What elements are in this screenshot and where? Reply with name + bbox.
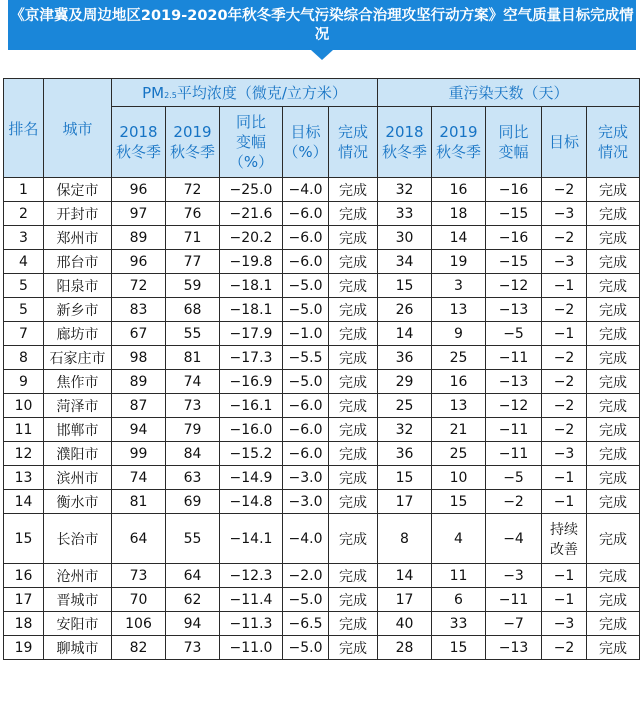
cell-rank: 3 bbox=[4, 226, 44, 250]
cell-pm-target: −6.0 bbox=[283, 394, 329, 418]
table-row bbox=[4, 490, 640, 514]
cell-pm-change: −14.1 bbox=[220, 514, 283, 564]
cell-pm-2018: 82 bbox=[112, 636, 166, 660]
table-row bbox=[4, 564, 640, 588]
cell-pm-change: −17.3 bbox=[220, 346, 283, 370]
cell-pm-change: −16.1 bbox=[220, 394, 283, 418]
cell-city: 长治市 bbox=[44, 514, 112, 564]
cell-heavy-target: −3 bbox=[542, 202, 587, 226]
cell-pm-status: 完成 bbox=[329, 466, 378, 490]
cell-city: 邯郸市 bbox=[44, 418, 112, 442]
cell-pm-2018: 99 bbox=[112, 442, 166, 466]
cell-heavy-2019: 10 bbox=[432, 466, 486, 490]
cell-heavy-target: −1 bbox=[542, 274, 587, 298]
cell-rank: 11 bbox=[4, 418, 44, 442]
cell-heavy-target: −3 bbox=[542, 612, 587, 636]
cell-pm-2019: 79 bbox=[166, 418, 220, 442]
cell-heavy-target: −1 bbox=[542, 466, 587, 490]
cell-heavy-2018: 14 bbox=[378, 564, 432, 588]
header-pm-2018: 2018 秋冬季 bbox=[112, 107, 166, 178]
cell-pm-2018: 70 bbox=[112, 588, 166, 612]
cell-heavy-change: −16 bbox=[486, 226, 542, 250]
cell-city: 菏泽市 bbox=[44, 394, 112, 418]
cell-city: 保定市 bbox=[44, 178, 112, 202]
cell-pm-status: 完成 bbox=[329, 588, 378, 612]
cell-pm-status: 完成 bbox=[329, 298, 378, 322]
cell-heavy-change: −4 bbox=[486, 514, 542, 564]
table-row bbox=[4, 418, 640, 442]
cell-heavy-2019: 25 bbox=[432, 442, 486, 466]
header-pm-change: 同比 变幅 （%） bbox=[220, 107, 283, 178]
cell-pm-status: 完成 bbox=[329, 346, 378, 370]
cell-heavy-target: 持续 改善 bbox=[542, 514, 587, 564]
cell-city: 衡水市 bbox=[44, 490, 112, 514]
cell-heavy-target: −2 bbox=[542, 298, 587, 322]
cell-heavy-change: −7 bbox=[486, 612, 542, 636]
cell-city: 郑州市 bbox=[44, 226, 112, 250]
header-pm-2019: 2019 秋冬季 bbox=[166, 107, 220, 178]
cell-heavy-2019: 15 bbox=[432, 490, 486, 514]
cell-pm-target: −4.0 bbox=[283, 178, 329, 202]
cell-heavy-2019: 11 bbox=[432, 564, 486, 588]
cell-heavy-status: 完成 bbox=[587, 588, 640, 612]
cell-pm-2019: 72 bbox=[166, 178, 220, 202]
table-row bbox=[4, 178, 640, 202]
cell-heavy-target: −2 bbox=[542, 346, 587, 370]
cell-pm-change: −25.0 bbox=[220, 178, 283, 202]
cell-pm-2018: 73 bbox=[112, 564, 166, 588]
cell-pm-2018: 64 bbox=[112, 514, 166, 564]
cell-city: 滨州市 bbox=[44, 466, 112, 490]
cell-city: 沧州市 bbox=[44, 564, 112, 588]
cell-city: 开封市 bbox=[44, 202, 112, 226]
table-row bbox=[4, 346, 640, 370]
cell-heavy-2019: 4 bbox=[432, 514, 486, 564]
cell-heavy-status: 完成 bbox=[587, 274, 640, 298]
cell-heavy-change: −11 bbox=[486, 418, 542, 442]
cell-heavy-2018: 32 bbox=[378, 178, 432, 202]
header-pm25-prefix: PM bbox=[142, 84, 165, 102]
cell-rank: 1 bbox=[4, 178, 44, 202]
title-arrow-decoration bbox=[311, 50, 333, 60]
cell-pm-target: −6.0 bbox=[283, 226, 329, 250]
cell-pm-change: −14.8 bbox=[220, 490, 283, 514]
cell-rank: 12 bbox=[4, 442, 44, 466]
cell-pm-target: −2.0 bbox=[283, 564, 329, 588]
cell-heavy-2019: 33 bbox=[432, 612, 486, 636]
cell-pm-status: 完成 bbox=[329, 226, 378, 250]
cell-heavy-change: −11 bbox=[486, 442, 542, 466]
cell-pm-2019: 77 bbox=[166, 250, 220, 274]
cell-pm-2019: 73 bbox=[166, 394, 220, 418]
cell-heavy-status: 完成 bbox=[587, 466, 640, 490]
cell-heavy-2019: 9 bbox=[432, 322, 486, 346]
cell-pm-status: 完成 bbox=[329, 322, 378, 346]
cell-heavy-target: −2 bbox=[542, 394, 587, 418]
cell-heavy-2018: 29 bbox=[378, 370, 432, 394]
cell-heavy-target: −2 bbox=[542, 418, 587, 442]
cell-rank: 16 bbox=[4, 564, 44, 588]
cell-rank: 7 bbox=[4, 322, 44, 346]
cell-pm-change: −19.8 bbox=[220, 250, 283, 274]
cell-pm-status: 完成 bbox=[329, 612, 378, 636]
cell-pm-change: −11.0 bbox=[220, 636, 283, 660]
cell-heavy-change: −15 bbox=[486, 202, 542, 226]
cell-pm-2018: 83 bbox=[112, 298, 166, 322]
cell-heavy-change: −3 bbox=[486, 564, 542, 588]
cell-heavy-target: −2 bbox=[542, 370, 587, 394]
cell-heavy-status: 完成 bbox=[587, 636, 640, 660]
cell-pm-status: 完成 bbox=[329, 514, 378, 564]
table-row bbox=[4, 298, 640, 322]
table-row bbox=[4, 588, 640, 612]
cell-heavy-change: −15 bbox=[486, 250, 542, 274]
cell-rank: 5 bbox=[4, 274, 44, 298]
cell-rank: 4 bbox=[4, 250, 44, 274]
cell-pm-status: 完成 bbox=[329, 370, 378, 394]
table-row bbox=[4, 442, 640, 466]
cell-heavy-status: 完成 bbox=[587, 564, 640, 588]
cell-pm-change: −18.1 bbox=[220, 274, 283, 298]
table-row bbox=[4, 322, 640, 346]
table-row bbox=[4, 514, 640, 564]
cell-pm-2019: 71 bbox=[166, 226, 220, 250]
table-body bbox=[4, 178, 640, 660]
cell-heavy-change: −13 bbox=[486, 298, 542, 322]
cell-rank: 17 bbox=[4, 588, 44, 612]
cell-pm-status: 完成 bbox=[329, 178, 378, 202]
cell-pm-2018: 87 bbox=[112, 394, 166, 418]
cell-pm-change: −21.6 bbox=[220, 202, 283, 226]
cell-pm-status: 完成 bbox=[329, 442, 378, 466]
cell-pm-2019: 55 bbox=[166, 322, 220, 346]
cell-heavy-target: −3 bbox=[542, 442, 587, 466]
cell-pm-change: −12.3 bbox=[220, 564, 283, 588]
cell-heavy-2018: 17 bbox=[378, 490, 432, 514]
cell-heavy-change: −12 bbox=[486, 394, 542, 418]
cell-pm-2019: 62 bbox=[166, 588, 220, 612]
cell-pm-2018: 106 bbox=[112, 612, 166, 636]
cell-pm-change: −16.9 bbox=[220, 370, 283, 394]
header-row-group bbox=[4, 79, 640, 107]
cell-heavy-2018: 33 bbox=[378, 202, 432, 226]
cell-pm-2019: 69 bbox=[166, 490, 220, 514]
header-pm-status: 完成 情况 bbox=[329, 107, 378, 178]
table-row bbox=[4, 250, 640, 274]
cell-pm-target: −1.0 bbox=[283, 322, 329, 346]
cell-heavy-change: −5 bbox=[486, 466, 542, 490]
cell-rank: 5 bbox=[4, 298, 44, 322]
cell-pm-target: −3.0 bbox=[283, 466, 329, 490]
cell-pm-change: −11.4 bbox=[220, 588, 283, 612]
cell-heavy-2019: 15 bbox=[432, 636, 486, 660]
cell-city: 新乡市 bbox=[44, 298, 112, 322]
cell-pm-2018: 67 bbox=[112, 322, 166, 346]
cell-heavy-target: −1 bbox=[542, 490, 587, 514]
cell-heavy-2019: 14 bbox=[432, 226, 486, 250]
cell-pm-status: 完成 bbox=[329, 636, 378, 660]
cell-rank: 8 bbox=[4, 346, 44, 370]
header-pm25-group bbox=[112, 79, 378, 107]
header-heavy-change: 同比 变幅 bbox=[486, 107, 542, 178]
cell-heavy-change: −11 bbox=[486, 346, 542, 370]
header-pm25-subscript: 2.5 bbox=[164, 91, 177, 100]
cell-heavy-2018: 15 bbox=[378, 466, 432, 490]
cell-rank: 19 bbox=[4, 636, 44, 660]
cell-heavy-status: 完成 bbox=[587, 394, 640, 418]
cell-pm-change: −20.2 bbox=[220, 226, 283, 250]
cell-heavy-2018: 8 bbox=[378, 514, 432, 564]
cell-heavy-status: 完成 bbox=[587, 250, 640, 274]
cell-pm-2019: 74 bbox=[166, 370, 220, 394]
cell-city: 晋城市 bbox=[44, 588, 112, 612]
cell-heavy-status: 完成 bbox=[587, 178, 640, 202]
header-heavy-status: 完成 情况 bbox=[587, 107, 640, 178]
cell-heavy-target: −2 bbox=[542, 636, 587, 660]
cell-pm-status: 完成 bbox=[329, 490, 378, 514]
header-rank: 排名 bbox=[4, 79, 44, 178]
cell-rank: 9 bbox=[4, 370, 44, 394]
cell-pm-2019: 81 bbox=[166, 346, 220, 370]
cell-pm-target: −5.0 bbox=[283, 298, 329, 322]
cell-heavy-2019: 6 bbox=[432, 588, 486, 612]
cell-heavy-2019: 21 bbox=[432, 418, 486, 442]
cell-rank: 18 bbox=[4, 612, 44, 636]
cell-city: 石家庄市 bbox=[44, 346, 112, 370]
cell-rank: 15 bbox=[4, 514, 44, 564]
cell-city: 濮阳市 bbox=[44, 442, 112, 466]
cell-pm-change: −15.2 bbox=[220, 442, 283, 466]
cell-pm-2018: 89 bbox=[112, 370, 166, 394]
cell-pm-status: 完成 bbox=[329, 274, 378, 298]
cell-pm-2019: 76 bbox=[166, 202, 220, 226]
cell-rank: 13 bbox=[4, 466, 44, 490]
cell-pm-change: −14.9 bbox=[220, 466, 283, 490]
cell-heavy-change: −11 bbox=[486, 588, 542, 612]
cell-heavy-status: 完成 bbox=[587, 418, 640, 442]
cell-heavy-target: −1 bbox=[542, 588, 587, 612]
cell-city: 聊城市 bbox=[44, 636, 112, 660]
cell-heavy-status: 完成 bbox=[587, 226, 640, 250]
cell-pm-2019: 63 bbox=[166, 466, 220, 490]
cell-heavy-2018: 36 bbox=[378, 346, 432, 370]
cell-heavy-2018: 40 bbox=[378, 612, 432, 636]
table-row bbox=[4, 636, 640, 660]
cell-pm-target: −6.0 bbox=[283, 250, 329, 274]
cell-pm-target: −6.5 bbox=[283, 612, 329, 636]
cell-heavy-status: 完成 bbox=[587, 202, 640, 226]
cell-city: 阳泉市 bbox=[44, 274, 112, 298]
table-row bbox=[4, 226, 640, 250]
cell-pm-2018: 98 bbox=[112, 346, 166, 370]
cell-pm-target: −4.0 bbox=[283, 514, 329, 564]
page-title: 《京津冀及周边地区2019-2020年秋冬季大气污染综合治理攻坚行动方案》空气质量目标完成情况 bbox=[8, 0, 636, 50]
header-pm25-suffix: 平均浓度（微克/立方米） bbox=[176, 84, 347, 102]
cell-pm-2019: 59 bbox=[166, 274, 220, 298]
cell-heavy-2018: 36 bbox=[378, 442, 432, 466]
cell-heavy-target: −2 bbox=[542, 226, 587, 250]
cell-pm-change: −18.1 bbox=[220, 298, 283, 322]
cell-pm-change: −11.3 bbox=[220, 612, 283, 636]
cell-heavy-2019: 13 bbox=[432, 298, 486, 322]
cell-heavy-2018: 34 bbox=[378, 250, 432, 274]
table-row bbox=[4, 274, 640, 298]
cell-heavy-target: −3 bbox=[542, 250, 587, 274]
cell-heavy-2019: 13 bbox=[432, 394, 486, 418]
cell-pm-2019: 55 bbox=[166, 514, 220, 564]
cell-heavy-2018: 32 bbox=[378, 418, 432, 442]
cell-heavy-2019: 18 bbox=[432, 202, 486, 226]
cell-pm-2019: 94 bbox=[166, 612, 220, 636]
cell-pm-target: −5.5 bbox=[283, 346, 329, 370]
cell-heavy-status: 完成 bbox=[587, 370, 640, 394]
air-quality-table bbox=[3, 78, 640, 660]
header-heavy-pollution-group: 重污染天数（天） bbox=[378, 79, 640, 107]
cell-heavy-2019: 3 bbox=[432, 274, 486, 298]
cell-heavy-target: −1 bbox=[542, 564, 587, 588]
cell-heavy-status: 完成 bbox=[587, 442, 640, 466]
cell-pm-target: −3.0 bbox=[283, 490, 329, 514]
cell-heavy-change: −16 bbox=[486, 178, 542, 202]
cell-pm-2019: 68 bbox=[166, 298, 220, 322]
cell-pm-status: 完成 bbox=[329, 564, 378, 588]
cell-pm-change: −17.9 bbox=[220, 322, 283, 346]
cell-pm-2018: 74 bbox=[112, 466, 166, 490]
header-heavy-2018: 2018 秋冬季 bbox=[378, 107, 432, 178]
cell-pm-2018: 72 bbox=[112, 274, 166, 298]
cell-heavy-change: −12 bbox=[486, 274, 542, 298]
cell-heavy-2019: 16 bbox=[432, 370, 486, 394]
cell-pm-2019: 73 bbox=[166, 636, 220, 660]
cell-heavy-status: 完成 bbox=[587, 490, 640, 514]
cell-pm-2018: 96 bbox=[112, 250, 166, 274]
cell-pm-target: −6.0 bbox=[283, 442, 329, 466]
cell-heavy-2018: 30 bbox=[378, 226, 432, 250]
cell-pm-target: −6.0 bbox=[283, 202, 329, 226]
cell-city: 安阳市 bbox=[44, 612, 112, 636]
cell-rank: 10 bbox=[4, 394, 44, 418]
cell-pm-target: −5.0 bbox=[283, 274, 329, 298]
cell-pm-2019: 64 bbox=[166, 564, 220, 588]
cell-heavy-2018: 28 bbox=[378, 636, 432, 660]
cell-heavy-change: −13 bbox=[486, 370, 542, 394]
cell-pm-2018: 97 bbox=[112, 202, 166, 226]
cell-heavy-2019: 19 bbox=[432, 250, 486, 274]
cell-city: 廊坊市 bbox=[44, 322, 112, 346]
cell-pm-status: 完成 bbox=[329, 418, 378, 442]
table-row bbox=[4, 612, 640, 636]
cell-pm-change: −16.0 bbox=[220, 418, 283, 442]
cell-heavy-2018: 25 bbox=[378, 394, 432, 418]
header-heavy-2019: 2019 秋冬季 bbox=[432, 107, 486, 178]
table-row bbox=[4, 466, 640, 490]
cell-rank: 14 bbox=[4, 490, 44, 514]
cell-pm-target: −5.0 bbox=[283, 636, 329, 660]
cell-city: 焦作市 bbox=[44, 370, 112, 394]
cell-rank: 2 bbox=[4, 202, 44, 226]
header-heavy-target: 目标 bbox=[542, 107, 587, 178]
cell-heavy-target: −1 bbox=[542, 322, 587, 346]
cell-city: 邢台市 bbox=[44, 250, 112, 274]
cell-heavy-status: 完成 bbox=[587, 514, 640, 564]
cell-heavy-2019: 25 bbox=[432, 346, 486, 370]
header-city: 城市 bbox=[44, 79, 112, 178]
cell-heavy-change: −13 bbox=[486, 636, 542, 660]
cell-heavy-2018: 15 bbox=[378, 274, 432, 298]
cell-pm-2018: 81 bbox=[112, 490, 166, 514]
header-pm-target: 目标 （%） bbox=[283, 107, 329, 178]
table-row bbox=[4, 202, 640, 226]
cell-heavy-2018: 26 bbox=[378, 298, 432, 322]
cell-pm-2019: 84 bbox=[166, 442, 220, 466]
cell-pm-2018: 96 bbox=[112, 178, 166, 202]
cell-pm-status: 完成 bbox=[329, 250, 378, 274]
cell-pm-status: 完成 bbox=[329, 394, 378, 418]
cell-heavy-2018: 14 bbox=[378, 322, 432, 346]
cell-heavy-status: 完成 bbox=[587, 322, 640, 346]
cell-heavy-status: 完成 bbox=[587, 298, 640, 322]
cell-heavy-change: −5 bbox=[486, 322, 542, 346]
cell-pm-target: −5.0 bbox=[283, 588, 329, 612]
cell-heavy-2019: 16 bbox=[432, 178, 486, 202]
cell-pm-2018: 89 bbox=[112, 226, 166, 250]
cell-heavy-status: 完成 bbox=[587, 612, 640, 636]
cell-heavy-change: −2 bbox=[486, 490, 542, 514]
cell-heavy-status: 完成 bbox=[587, 346, 640, 370]
table-row bbox=[4, 370, 640, 394]
cell-heavy-target: −2 bbox=[542, 178, 587, 202]
cell-pm-status: 完成 bbox=[329, 202, 378, 226]
cell-pm-target: −6.0 bbox=[283, 418, 329, 442]
cell-heavy-2018: 17 bbox=[378, 588, 432, 612]
cell-pm-target: −5.0 bbox=[283, 370, 329, 394]
cell-pm-2018: 94 bbox=[112, 418, 166, 442]
table-row bbox=[4, 394, 640, 418]
